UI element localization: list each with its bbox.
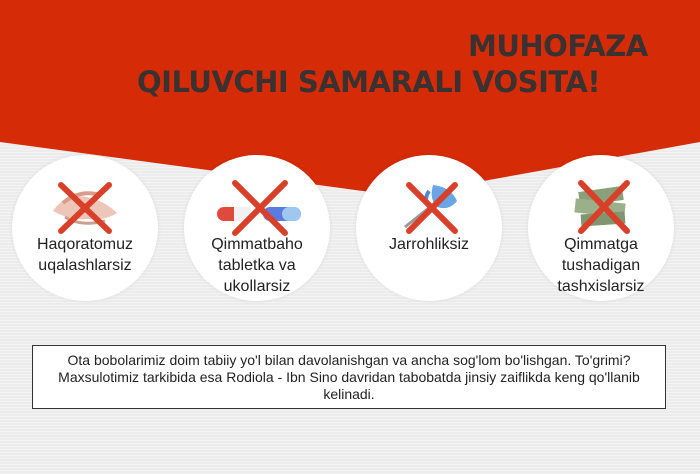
info-box: Ota bobolarimiz doim tabiiy yo'l bilan davolanishgan va ancha sog'lom bo'lishgan. To'grimi? Maxsulotimiz tarkibida esa Rodiola - Ibn Sino davridan tabobatda jinsiy zaiflikda keng qo'llanib kelinadi.: [32, 345, 666, 409]
feature-card-surgery: [356, 155, 502, 301]
money-icon: [551, 177, 651, 237]
card-label: Qimmatbaho tabletka va ukollarsiz: [211, 236, 303, 295]
feature-card-massage: [12, 155, 158, 301]
scalpel-icon: [379, 177, 479, 237]
feature-card-pills: [184, 155, 330, 301]
hand-massage-icon: [35, 177, 135, 237]
title-line-2: QILUVCHI SAMARALI VOSITA!: [137, 65, 601, 99]
title-line-1: MUHOFAZA: [468, 29, 648, 63]
card-label: Jarrohliksiz: [388, 236, 469, 253]
page-title: [0, 0, 700, 120]
feature-card-diagnostics: [528, 155, 674, 301]
card-label: Qimmatga tushadigan tashxislarsiz: [557, 236, 645, 295]
pills-icon: [207, 177, 307, 237]
card-label: Haqoratomuz uqalashlarsiz: [36, 236, 134, 274]
